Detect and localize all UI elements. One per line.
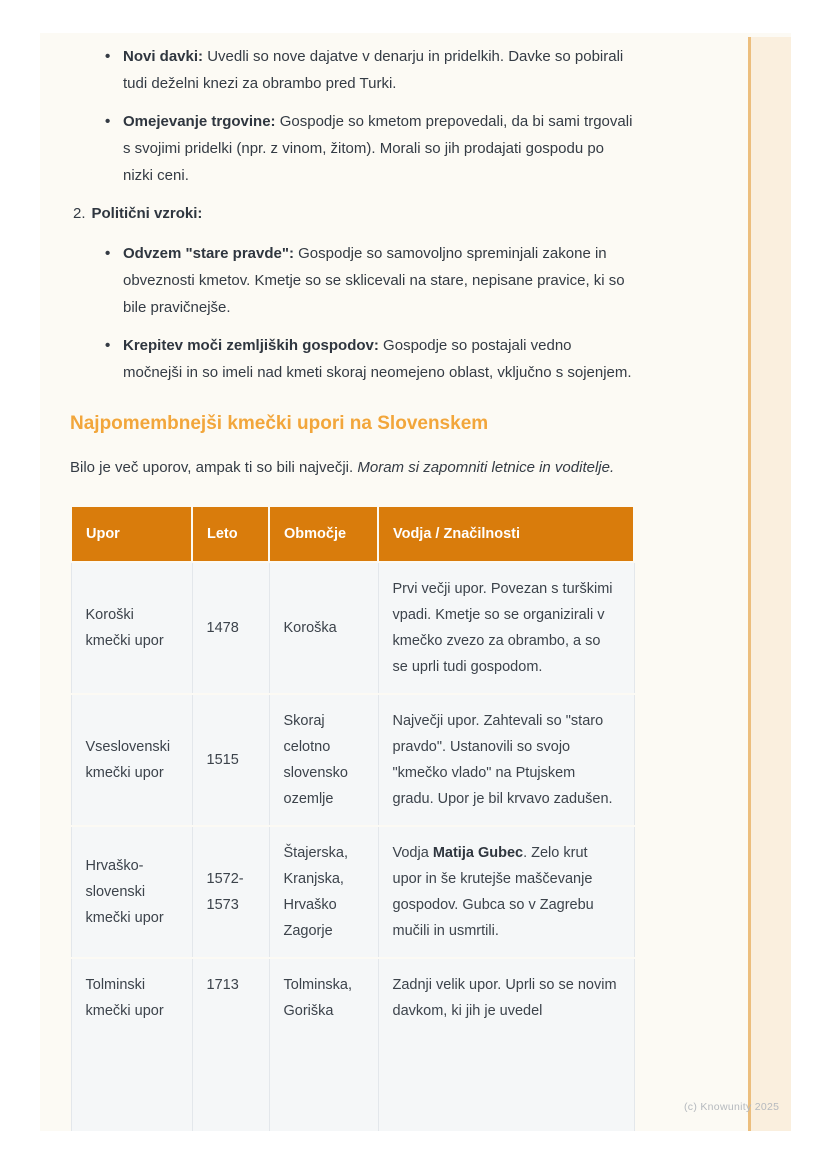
table-row-vseslovenski xyxy=(71,694,634,826)
page-edge-stripe xyxy=(748,37,791,1131)
cell-vodja xyxy=(378,562,634,694)
list-item-omejevanje-trgovine xyxy=(70,108,633,189)
list-item-lead: Krepitev moči zemljiških gospodov: xyxy=(123,337,379,354)
list-item-text: Gospodje so postajali vedno močnejši in so imeli nad kmeti skoraj neomejeno oblast, vključno s sojenjem. xyxy=(123,337,632,381)
list-item-lead: Omejevanje trgovine: xyxy=(123,113,276,130)
intro-regular: Bilo je več uporov, ampak ti so bili največji. xyxy=(70,459,358,476)
cell-obmocje: Štajerska, Kranjska, Hrvaško Zagorje xyxy=(269,826,378,958)
numbered-item-label: Politični vzroki: xyxy=(91,205,203,222)
list-item-text: Gospodje so samovoljno spreminjali zakone in obveznosti kmetov. Kmetje so se sklicevali na stare, nepisane pravice, ki so bile pravičnejše. xyxy=(123,245,625,316)
cell-upor: Hrvaško-slovenski kmečki upor xyxy=(71,826,192,958)
cell-text: . Zelo krut upor in še krutejše maščevanje gospodov. Gubca so v Zagrebu mučili in usmrtili. xyxy=(392,845,594,939)
column-header-obmocje: Območje xyxy=(269,506,378,562)
cell-bold-text: Matija Gubec xyxy=(432,845,524,861)
cell-obmocje: Tolminska, Goriška xyxy=(269,958,378,1131)
intro-italic-note: Moram si zapomniti letnice in voditelje. xyxy=(357,459,615,476)
cell-leto: 1572-1573 xyxy=(192,826,269,958)
column-header-leto: Leto xyxy=(192,506,269,562)
political-causes-list xyxy=(70,240,633,386)
numbered-item-political-causes xyxy=(73,200,633,227)
intro-paragraph xyxy=(70,454,633,481)
cell-upor: Vseslovenski kmečki upor xyxy=(71,694,192,826)
cell-text: Zadnji velik upor. Uprli so se novim davkom, ki jih je uvedel xyxy=(392,977,617,1019)
numbered-item-marker: 2. xyxy=(73,205,86,222)
cell-text: Največji upor. Zahtevali so "staro pravdo". Ustanovili so svojo "kmečko vlado" na Ptujskem gradu. Upor je bil krvavo zadušen. xyxy=(392,713,613,807)
cell-vodja xyxy=(378,694,634,826)
cell-leto: 1713 xyxy=(192,958,269,1131)
cell-text: Prvi večji upor. Povezan s turškimi vpadi. Kmetje so se organizirali v kmečko zvezo za obrambo, a so se uprli tudi gospodom. xyxy=(392,581,613,675)
cell-leto: 1515 xyxy=(192,694,269,826)
cell-vodja xyxy=(378,958,634,1131)
list-item-novi-davki xyxy=(70,43,633,97)
document-page xyxy=(40,33,791,1131)
cell-upor: Tolminski kmečki upor xyxy=(71,958,192,1131)
column-header-upor: Upor xyxy=(71,506,192,562)
list-item-krepitev-moci xyxy=(70,332,633,386)
uprisings-table xyxy=(70,505,635,1131)
cell-vodja xyxy=(378,826,634,958)
cell-obmocje: Skoraj celotno slovensko ozemlje xyxy=(269,694,378,826)
table-row-hrvasko-slovenski xyxy=(71,826,634,958)
cell-obmocje: Koroška xyxy=(269,562,378,694)
document-content xyxy=(70,43,633,1131)
list-item-lead: Novi davki: xyxy=(123,48,204,65)
cell-upor: Koroški kmečki upor xyxy=(71,562,192,694)
list-item-odvzem-stare-pravde xyxy=(70,240,633,321)
column-header-vodja: Vodja / Značilnosti xyxy=(378,506,634,562)
watermark: (c) Knowunity 2025 xyxy=(684,1101,780,1113)
list-item-text: Gospodje so kmetom prepovedali, da bi sami trgovali s svojimi pridelki (npr. z vinom, žitom). Morali so jih prodajati gospodu po nizki ceni. xyxy=(123,113,633,184)
table-header-row xyxy=(71,506,634,562)
economic-causes-list xyxy=(70,43,633,189)
list-item-lead: Odvzem "stare pravde": xyxy=(123,245,294,262)
cell-text: Vodja xyxy=(392,845,433,861)
table-row-koroski xyxy=(71,562,634,694)
list-item-text: Uvedli so nove dajatve v denarju in pridelkih. Davke so pobirali tudi deželni knezi za obrambo pred Turki. xyxy=(123,48,624,92)
section-heading: Najpomembnejši kmečki upori na Slovenskem xyxy=(70,413,489,434)
table-row-tolminski xyxy=(71,958,634,1131)
cell-leto: 1478 xyxy=(192,562,269,694)
